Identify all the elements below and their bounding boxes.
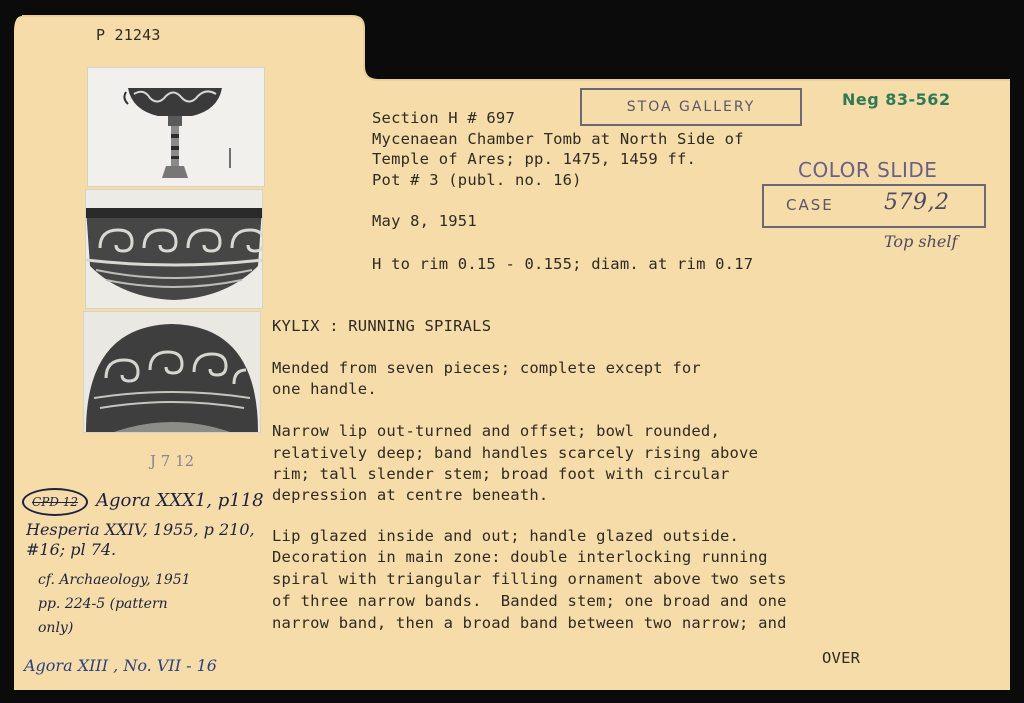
description-line: Decoration in main zone: double interlocking running (272, 548, 768, 566)
archaeology-reference-line-2: pp. 224-5 (pattern (38, 596, 168, 612)
section-number: Section H # 697 (372, 109, 515, 127)
photo-kylix-profile (88, 68, 264, 186)
stoa-gallery-label: STOA GALLERY (626, 99, 756, 115)
case-stamp (762, 184, 986, 228)
agora-xxxi-reference: Agora XXX1, p118 (96, 490, 264, 511)
crossed-reference-text: CPD 12 (32, 495, 78, 509)
crossed-reference (22, 488, 88, 516)
case-label: CASE (786, 196, 834, 214)
object-title: KYLIX : RUNNING SPIRALS (272, 317, 492, 335)
description-line: rim; tall slender stem; broad foot with circular (272, 465, 730, 483)
stoa-gallery-stamp (580, 88, 802, 126)
findspot-line-1: Mycenaean Chamber Tomb at North Side of (372, 130, 744, 148)
description-line: spiral with triangular filling ornament above two sets (272, 570, 787, 588)
case-number: 579,2 (884, 190, 950, 215)
date-found: May 8, 1951 (372, 212, 477, 230)
photo-bowl-side (86, 190, 262, 308)
description-line: depression at centre beneath. (272, 486, 549, 504)
photo-bowl-interior (84, 312, 260, 432)
description-line: Lip glazed inside and out; handle glazed outside. (272, 527, 740, 545)
accession-number: P 21243 (96, 26, 161, 44)
negative-number: Neg 83-562 (842, 90, 951, 109)
archaeology-reference-line-1: cf. Archaeology, 1951 (38, 572, 191, 588)
photo-code-note: J 7 12 (150, 452, 195, 470)
hesperia-reference-line-2: #16; pl 74. (26, 540, 117, 559)
agora-xiii-reference: Agora XIII , No. VII - 16 (24, 656, 217, 675)
pot-number: Pot # 3 (publ. no. 16) (372, 171, 582, 189)
description-line: Narrow lip out-turned and offset; bowl rounded, (272, 422, 720, 440)
description-line: one handle. (272, 380, 377, 398)
description-line: narrow band, then a broad band between two narrow; and (272, 614, 787, 632)
archaeology-reference-line-3: only) (38, 620, 74, 636)
description-line: Mended from seven pieces; complete except for (272, 359, 701, 377)
description-line: of three narrow bands. Banded stem; one broad and one (272, 592, 787, 610)
description-line: relatively deep; band handles scarcely rising above (272, 444, 759, 462)
shelf-note: Top shelf (884, 232, 958, 251)
hesperia-reference-line-1: Hesperia XXIV, 1955, p 210, (26, 520, 255, 539)
dimensions: H to rim 0.15 - 0.155; diam. at rim 0.17 (372, 255, 754, 273)
over-note: OVER (822, 649, 861, 667)
color-slide-stamp: COLOR SLIDE (798, 158, 938, 182)
findspot-line-2: Temple of Ares; pp. 1475, 1459 ff. (372, 150, 697, 168)
